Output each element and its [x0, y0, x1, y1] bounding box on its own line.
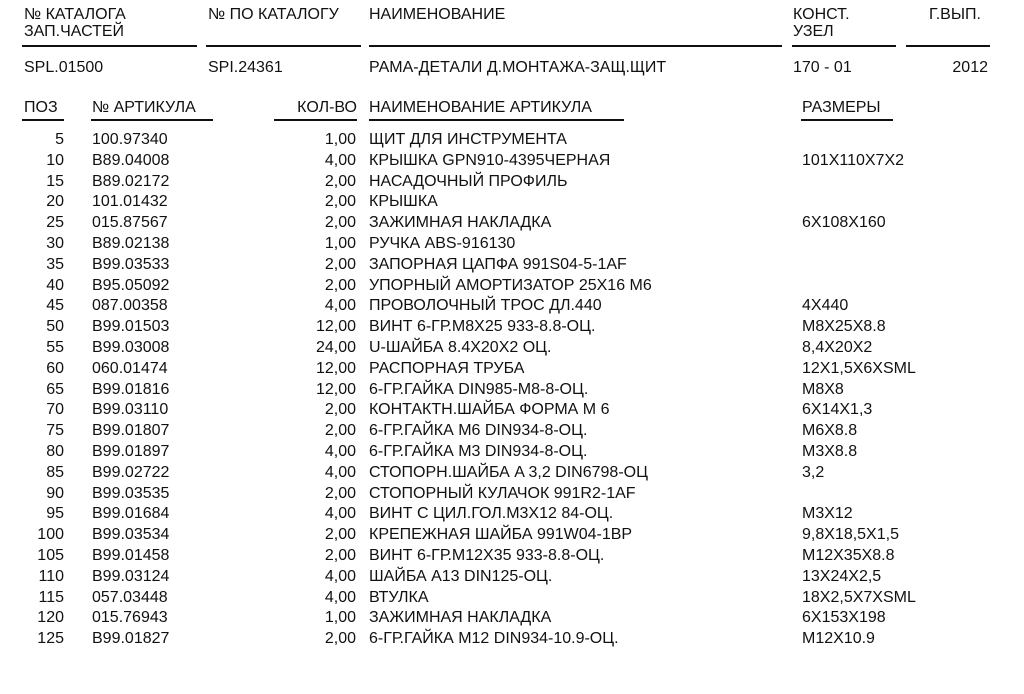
table-row — [0, 484, 1024, 505]
row-quantity: 2,00 — [324, 193, 356, 211]
col-header-rule — [91, 119, 213, 121]
row-article-name: ВТУЛКА — [369, 588, 429, 606]
row-article-number: 015.87567 — [92, 214, 168, 232]
row-position: 5 — [55, 131, 64, 148]
parts-table-body — [0, 130, 1024, 650]
table-row — [0, 546, 1024, 567]
row-article-name: 6-ГР.ГАЙКА M3 DIN934-8-ОЦ. — [369, 442, 588, 460]
row-article-name: КРЫШКА — [369, 193, 438, 211]
row-quantity: 4,00 — [324, 588, 356, 606]
catalog-number-value: SPL.01500 — [24, 59, 104, 76]
table-row — [0, 338, 1024, 359]
row-article-number: B99.03534 — [92, 526, 170, 544]
row-article-name: ПРОВОЛОЧНЫЙ ТРОС ДЛ.440 — [369, 297, 602, 315]
assembly-name-value: РАМА-ДЕТАЛИ Д.МОНТАЖА-ЗАЩ.ЩИТ — [369, 59, 667, 76]
row-position: 60 — [46, 359, 64, 377]
row-position: 10 — [46, 151, 64, 169]
row-article-name: УПОРНЫЙ АМОРТИЗАТОР 25X16 M6 — [369, 276, 652, 294]
header-rule — [369, 45, 782, 47]
row-dimensions: 6X14X1,3 — [802, 401, 873, 419]
catalog-position-header: № ПО КАТАЛОГУ — [208, 6, 339, 23]
row-quantity: 12,00 — [315, 359, 356, 377]
row-article-number: B99.03124 — [92, 567, 170, 585]
col-header-rule — [274, 119, 357, 121]
row-article-number: 087.00358 — [92, 297, 168, 315]
row-quantity: 1,00 — [324, 131, 356, 148]
row-position: 15 — [46, 172, 64, 190]
row-dimensions: 8,4X20X2 — [802, 338, 873, 356]
row-dimensions: 18X2,5X7XSML — [802, 588, 916, 606]
table-row — [0, 504, 1024, 525]
table-row — [0, 234, 1024, 255]
col-header-pos: ПОЗ — [24, 99, 58, 116]
row-dimensions: 4X440 — [802, 297, 849, 315]
row-dimensions: 6X108X160 — [802, 214, 886, 232]
row-article-number: B99.01503 — [92, 318, 170, 336]
table-row — [0, 400, 1024, 421]
row-article-number: B99.03533 — [92, 255, 170, 273]
row-article-name: ВИНТ С ЦИЛ.ГОЛ.M3X12 84-ОЦ. — [369, 505, 614, 523]
row-dimensions: 13X24X2,5 — [802, 567, 882, 585]
name-header: НАИМЕНОВАНИЕ — [369, 6, 506, 23]
row-article-name: ЩИТ ДЛЯ ИНСТРУМЕНТА — [369, 131, 567, 148]
table-row — [0, 359, 1024, 380]
row-dimensions: 9,8X18,5X1,5 — [802, 526, 899, 544]
table-row — [0, 130, 1024, 151]
row-article-name: КРЕПЕЖНАЯ ШАЙБА 991W04-1BP — [369, 526, 633, 544]
row-position: 75 — [46, 422, 64, 440]
col-header-article: № АРТИКУЛА — [92, 99, 196, 116]
table-row — [0, 296, 1024, 317]
row-position: 45 — [46, 297, 64, 315]
header-rule — [206, 45, 361, 47]
row-position: 70 — [46, 401, 64, 419]
table-row — [0, 608, 1024, 629]
row-article-number: B99.01458 — [92, 546, 170, 564]
row-position: 125 — [37, 630, 64, 648]
row-position: 30 — [46, 234, 64, 252]
row-quantity: 2,00 — [324, 276, 356, 294]
row-article-name: 6-ГР.ГАЙКА M6 DIN934-8-ОЦ. — [369, 422, 588, 440]
row-quantity: 24,00 — [315, 338, 356, 356]
row-article-name: СТОПОРНЫЙ КУЛАЧОК 991R2-1AF — [369, 484, 636, 502]
row-position: 115 — [38, 588, 64, 606]
unit-header: КОНСТ. УЗЕЛ — [793, 6, 850, 40]
row-article-number: B99.01897 — [92, 442, 170, 460]
row-dimensions: M3X8.8 — [802, 442, 858, 460]
row-quantity: 2,00 — [324, 546, 356, 564]
row-article-number: B99.03008 — [92, 338, 170, 356]
row-article-name: ЗАПОРНАЯ ЦАПФА 991S04-5-1AF — [369, 255, 627, 273]
row-position: 80 — [46, 442, 64, 460]
row-position: 120 — [37, 609, 64, 627]
row-quantity: 2,00 — [324, 484, 356, 502]
row-position: 85 — [46, 463, 64, 481]
row-article-number: B99.01827 — [92, 630, 170, 648]
row-quantity: 4,00 — [324, 505, 356, 523]
row-quantity: 2,00 — [324, 214, 356, 232]
row-article-number: B89.02138 — [92, 234, 170, 252]
row-article-number: B89.02172 — [92, 172, 170, 190]
row-quantity: 1,00 — [324, 234, 356, 252]
row-article-name: ЗАЖИМНАЯ НАКЛАДКА — [369, 214, 552, 232]
row-article-name: U-ШАЙБА 8.4X20X2 ОЦ. — [369, 338, 552, 356]
row-article-name: ВИНТ 6-ГР.M8X25 933-8.8-ОЦ. — [369, 318, 596, 336]
row-dimensions: M6X8.8 — [802, 422, 858, 440]
table-row — [0, 317, 1024, 338]
table-row — [0, 442, 1024, 463]
row-quantity: 4,00 — [324, 463, 356, 481]
row-article-number: B99.02722 — [92, 463, 170, 481]
row-article-number: 100.97340 — [92, 131, 168, 148]
row-dimensions: 3,2 — [802, 463, 825, 481]
table-row — [0, 380, 1024, 401]
table-row — [0, 172, 1024, 193]
row-position: 25 — [46, 214, 64, 232]
header-rule — [22, 45, 197, 47]
header-rule — [792, 45, 896, 47]
row-quantity: 2,00 — [324, 630, 356, 648]
row-dimensions: M3X12 — [802, 505, 853, 523]
col-header-rule — [801, 119, 893, 121]
row-article-name: РУЧКА ABS-916130 — [369, 234, 516, 252]
row-position: 50 — [46, 318, 64, 336]
row-dimensions: M12X10.9 — [802, 630, 875, 648]
row-position: 105 — [37, 546, 64, 564]
table-row — [0, 525, 1024, 546]
row-article-number: B99.03535 — [92, 484, 170, 502]
row-article-name: НАСАДОЧНЫЙ ПРОФИЛЬ — [369, 172, 568, 190]
row-article-number: B99.01816 — [92, 380, 170, 398]
col-header-rule — [369, 119, 624, 121]
year-value: 2012 — [952, 59, 988, 76]
row-article-number: B99.03110 — [92, 401, 169, 419]
col-header-qty: КОЛ-ВО — [297, 99, 357, 116]
table-row — [0, 213, 1024, 234]
row-article-number: B89.04008 — [92, 151, 170, 169]
row-article-name: ВИНТ 6-ГР.M12X35 933-8.8-ОЦ. — [369, 546, 605, 564]
row-article-name: РАСПОРНАЯ ТРУБА — [369, 359, 525, 377]
row-article-name: КРЫШКА GPN910-4395ЧЕРНАЯ — [369, 151, 611, 169]
col-header-rule — [22, 119, 64, 121]
catalog-number-header: № КАТАЛОГА ЗАП.ЧАСТЕЙ — [24, 6, 126, 40]
row-article-number: B99.01684 — [92, 505, 170, 523]
table-row — [0, 588, 1024, 609]
row-quantity: 2,00 — [324, 526, 356, 544]
row-dimensions: M8X8 — [802, 380, 844, 398]
col-header-size: РАЗМЕРЫ — [802, 99, 881, 116]
row-article-number: 060.01474 — [92, 359, 168, 377]
row-article-number: B95.05092 — [92, 276, 170, 294]
row-article-name: КОНТАКТН.ШАЙБА ФОРМА M 6 — [369, 401, 610, 419]
row-article-name: 6-ГР.ГАЙКА M12 DIN934-10.9-ОЦ. — [369, 630, 619, 648]
row-article-name: 6-ГР.ГАЙКА DIN985-M8-8-ОЦ. — [369, 380, 589, 398]
row-quantity: 2,00 — [324, 422, 356, 440]
table-row — [0, 255, 1024, 276]
row-position: 35 — [46, 255, 64, 273]
unit-value: 170 - 01 — [793, 59, 852, 76]
table-row — [0, 151, 1024, 172]
row-dimensions: 101X110X7X2 — [802, 151, 905, 169]
row-quantity: 4,00 — [324, 151, 356, 169]
row-quantity: 1,00 — [324, 609, 356, 627]
year-header: Г.ВЫП. — [929, 6, 981, 23]
row-dimensions: M12X35X8.8 — [802, 546, 895, 564]
table-row — [0, 421, 1024, 442]
table-row — [0, 629, 1024, 650]
table-row — [0, 276, 1024, 297]
row-article-number: 057.03448 — [92, 588, 168, 606]
header-rule — [906, 45, 990, 47]
col-header-name: НАИМЕНОВАНИЕ АРТИКУЛА — [369, 99, 592, 116]
row-quantity: 2,00 — [324, 255, 356, 273]
row-position: 95 — [46, 505, 64, 523]
row-position: 110 — [38, 567, 64, 585]
row-quantity: 2,00 — [324, 401, 356, 419]
row-position: 65 — [46, 380, 64, 398]
row-article-name: СТОПОРН.ШАЙБА A 3,2 DIN6798-ОЦ — [369, 463, 648, 481]
row-article-name: ШАЙБА A13 DIN125-ОЦ. — [369, 567, 553, 585]
catalog-position-value: SPI.24361 — [208, 59, 283, 76]
row-position: 40 — [46, 276, 64, 294]
row-quantity: 2,00 — [324, 172, 356, 190]
row-quantity: 4,00 — [324, 567, 356, 585]
row-position: 100 — [37, 526, 64, 544]
row-dimensions: M8X25X8.8 — [802, 318, 886, 336]
row-quantity: 4,00 — [324, 297, 356, 315]
table-row — [0, 567, 1024, 588]
row-position: 55 — [46, 338, 64, 356]
row-dimensions: 12X1,5X6XSML — [802, 359, 916, 377]
row-article-number: B99.01807 — [92, 422, 170, 440]
table-row — [0, 463, 1024, 484]
row-quantity: 12,00 — [315, 380, 356, 398]
row-dimensions: 6X153X198 — [802, 609, 886, 627]
row-quantity: 4,00 — [324, 442, 356, 460]
table-row — [0, 192, 1024, 213]
row-position: 90 — [46, 484, 64, 502]
row-article-number: 101.01432 — [92, 193, 168, 211]
row-quantity: 12,00 — [315, 318, 356, 336]
row-position: 20 — [46, 193, 64, 211]
row-article-number: 015.76943 — [92, 609, 168, 627]
row-article-name: ЗАЖИМНАЯ НАКЛАДКА — [369, 609, 552, 627]
